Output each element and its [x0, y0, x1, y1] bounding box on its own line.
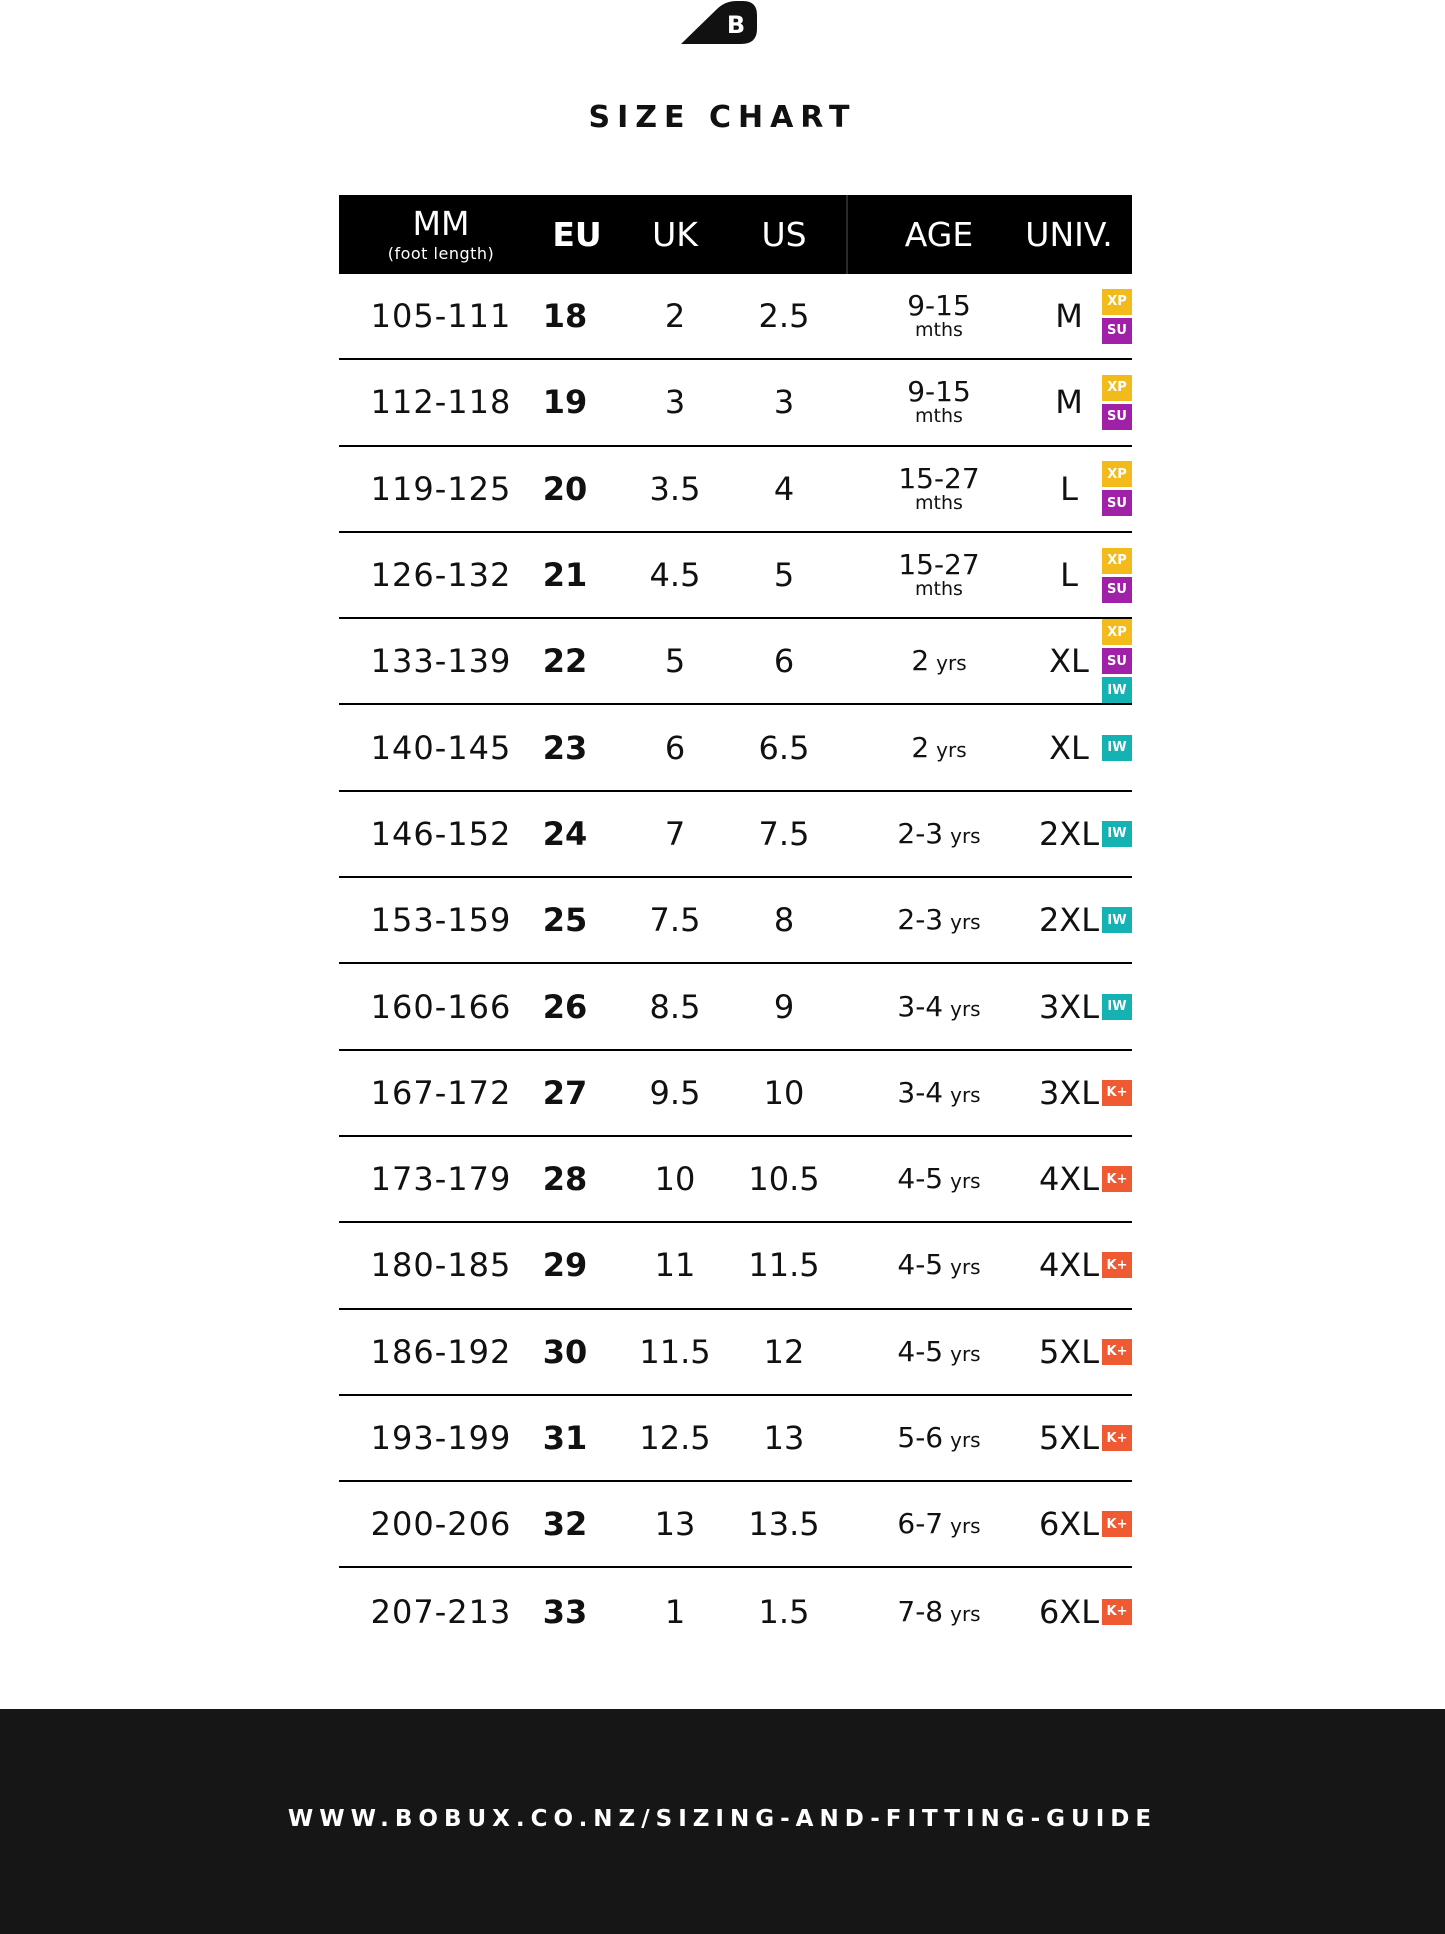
- range-badges: [1102, 447, 1132, 531]
- uk-cell: 13: [654, 1505, 696, 1544]
- badge-xp: XP: [1102, 289, 1132, 315]
- header-us: US: [761, 215, 807, 254]
- range-badges: [1102, 1223, 1132, 1307]
- badge-kp: K+: [1102, 1511, 1132, 1537]
- us-cell: 7.5: [758, 814, 810, 853]
- eu-cell: 19: [542, 383, 588, 422]
- age-value: 5-6: [897, 1421, 944, 1454]
- table-row: [339, 1396, 1132, 1482]
- us-cell: 10.5: [748, 1160, 820, 1199]
- age-value: 3-4: [897, 989, 944, 1023]
- range-badges: [1102, 705, 1132, 789]
- eu-cell: 24: [542, 814, 588, 853]
- age-cell: [854, 533, 1024, 617]
- badge-iw: IW: [1102, 994, 1132, 1020]
- univ-cell: 5XL: [1038, 1332, 1100, 1371]
- age-unit: mths: [915, 405, 963, 428]
- age-cell: [854, 1137, 1024, 1221]
- age-unit: mths: [915, 491, 963, 514]
- age-value: 4-5: [897, 1162, 944, 1196]
- table-row: [339, 447, 1132, 533]
- univ-cell: M: [1055, 383, 1083, 422]
- eu-cell: 25: [542, 901, 588, 940]
- header-mm-label: MM: [412, 204, 470, 243]
- uk-cell: 12.5: [639, 1419, 711, 1457]
- age-cell: [854, 1568, 1024, 1654]
- age-value: 4-5: [897, 1334, 944, 1368]
- eu-cell: 27: [542, 1073, 588, 1112]
- age-value: 2-3: [897, 816, 944, 850]
- badge-su: SU: [1102, 490, 1132, 516]
- us-cell: 4: [773, 469, 795, 508]
- eu-cell: 29: [542, 1246, 588, 1285]
- eu-cell: 28: [542, 1160, 588, 1199]
- header-uk: UK: [652, 215, 698, 254]
- us-cell: 3: [773, 383, 795, 422]
- mm-cell: 133-139: [370, 642, 512, 681]
- table-row: [339, 360, 1132, 446]
- age-value: 4-5: [897, 1248, 944, 1282]
- age-value: 9-15: [907, 289, 971, 323]
- age-unit: yrs: [950, 1082, 981, 1107]
- univ-cell: 6XL: [1038, 1505, 1100, 1544]
- range-badges: [1102, 1482, 1132, 1566]
- eu-cell: 26: [542, 987, 588, 1026]
- us-cell: 6: [773, 642, 795, 681]
- age-value: 7-8: [897, 1594, 944, 1628]
- range-badges: [1102, 878, 1132, 962]
- badge-xp: XP: [1102, 619, 1132, 645]
- age-value: 15-27: [898, 548, 980, 582]
- mm-cell: 200-206: [370, 1505, 512, 1544]
- age-value: 6-7: [897, 1507, 944, 1541]
- age-value: 2-3: [897, 903, 944, 937]
- table-row: [339, 792, 1132, 878]
- age-value: 2: [911, 730, 930, 764]
- range-badges: [1102, 1051, 1132, 1135]
- age-unit: yrs: [936, 737, 967, 762]
- age-cell: [854, 705, 1024, 789]
- mm-cell: 140-145: [370, 728, 512, 767]
- age-cell: [854, 447, 1024, 531]
- table-row: [339, 1568, 1132, 1654]
- uk-cell: 4.5: [649, 556, 701, 595]
- badge-kp: K+: [1102, 1166, 1132, 1192]
- uk-cell: 2: [664, 297, 686, 336]
- uk-cell: 3.5: [649, 469, 701, 508]
- badge-kp: K+: [1102, 1425, 1132, 1451]
- badge-su: SU: [1102, 318, 1132, 344]
- age-unit: yrs: [950, 1601, 981, 1626]
- age-value: 15-27: [898, 461, 980, 495]
- eu-cell: 18: [542, 297, 588, 336]
- age-cell: [854, 274, 1024, 358]
- mm-cell: 173-179: [370, 1160, 512, 1199]
- us-cell: 10: [763, 1073, 805, 1112]
- badge-su: SU: [1102, 577, 1132, 603]
- eu-cell: 23: [542, 728, 588, 767]
- range-badges: [1102, 360, 1132, 444]
- range-badges: [1102, 533, 1132, 617]
- age-cell: [854, 1482, 1024, 1566]
- mm-cell: 180-185: [370, 1246, 512, 1285]
- uk-cell: 9.5: [649, 1073, 701, 1112]
- table-row: [339, 878, 1132, 964]
- age-cell: [854, 792, 1024, 876]
- table-row: [339, 619, 1132, 705]
- us-cell: 6.5: [758, 728, 810, 767]
- badge-iw: IW: [1102, 821, 1132, 847]
- table-row: [339, 1223, 1132, 1309]
- badge-iw: IW: [1102, 735, 1132, 761]
- age-unit: yrs: [950, 1514, 981, 1539]
- range-badges: [1102, 792, 1132, 876]
- age-cell: [854, 1396, 1024, 1480]
- mm-cell: 112-118: [370, 383, 512, 422]
- range-badges: [1102, 619, 1132, 703]
- us-cell: 9: [773, 987, 795, 1026]
- eu-cell: 21: [542, 556, 588, 595]
- footer-url[interactable]: WWW.BOBUX.CO.NZ/SIZING-AND-FITTING-GUIDE: [287, 1805, 1158, 1832]
- badge-kp: K+: [1102, 1339, 1132, 1365]
- badge-xp: XP: [1102, 461, 1132, 487]
- table-row: [339, 1137, 1132, 1223]
- badge-kp: K+: [1102, 1599, 1132, 1625]
- table-row: [339, 533, 1132, 619]
- page-title: SIZE CHART: [588, 100, 857, 135]
- size-table: [339, 195, 1132, 1655]
- age-cell: [854, 1223, 1024, 1307]
- table-row: [339, 705, 1132, 791]
- badge-iw: IW: [1102, 907, 1132, 933]
- eu-cell: 31: [542, 1419, 588, 1457]
- age-unit: mths: [915, 319, 963, 342]
- mm-cell: 193-199: [370, 1419, 512, 1457]
- range-badges: [1102, 1396, 1132, 1480]
- univ-cell: M: [1055, 297, 1083, 336]
- table-row: [339, 1310, 1132, 1396]
- eu-cell: 30: [542, 1332, 588, 1371]
- table-row: [339, 964, 1132, 1050]
- us-cell: 1.5: [758, 1592, 810, 1631]
- us-cell: 13: [763, 1419, 805, 1457]
- table-row: [339, 1051, 1132, 1137]
- univ-cell: 5XL: [1038, 1419, 1100, 1457]
- univ-cell: XL: [1049, 728, 1089, 767]
- badge-xp: XP: [1102, 375, 1132, 401]
- header-mm: [339, 195, 543, 274]
- uk-cell: 11: [654, 1246, 696, 1285]
- univ-cell: 4XL: [1038, 1160, 1100, 1199]
- age-unit: mths: [915, 578, 963, 601]
- mm-cell: 146-152: [370, 814, 512, 853]
- univ-cell: 6XL: [1038, 1592, 1100, 1631]
- badge-kp: K+: [1102, 1080, 1132, 1106]
- uk-cell: 8.5: [649, 987, 701, 1026]
- age-cell: [854, 878, 1024, 962]
- header-divider: [846, 195, 848, 274]
- header-age: AGE: [904, 215, 974, 254]
- eu-cell: 20: [542, 469, 588, 508]
- us-cell: 13.5: [748, 1505, 820, 1544]
- univ-cell: 2XL: [1038, 814, 1100, 853]
- uk-cell: 7.5: [649, 901, 701, 940]
- badge-su: SU: [1102, 648, 1132, 674]
- range-badges: [1102, 964, 1132, 1048]
- mm-cell: 186-192: [370, 1332, 512, 1371]
- eu-cell: 33: [542, 1592, 588, 1631]
- univ-cell: 4XL: [1038, 1246, 1100, 1285]
- uk-cell: 5: [664, 642, 686, 681]
- age-unit: yrs: [950, 1341, 981, 1366]
- mm-cell: 160-166: [370, 987, 512, 1026]
- badge-su: SU: [1102, 404, 1132, 430]
- mm-cell: 105-111: [370, 297, 512, 336]
- univ-cell: XL: [1049, 642, 1089, 681]
- univ-cell: L: [1060, 469, 1078, 508]
- header-mm-sublabel: (foot length): [387, 244, 495, 263]
- mm-cell: 167-172: [370, 1073, 512, 1112]
- age-unit: yrs: [950, 910, 981, 935]
- footer: [0, 1709, 1445, 1934]
- age-cell: [854, 360, 1024, 444]
- table-body: [339, 274, 1132, 1655]
- uk-cell: 11.5: [639, 1332, 711, 1371]
- age-unit: yrs: [950, 1255, 981, 1280]
- badge-kp: K+: [1102, 1252, 1132, 1278]
- age-cell: [854, 964, 1024, 1048]
- us-cell: 5: [773, 556, 795, 595]
- logo-letter: B: [726, 11, 746, 39]
- eu-cell: 32: [542, 1505, 588, 1544]
- header-univ: UNIV.: [1025, 215, 1113, 254]
- badge-iw: IW: [1102, 677, 1132, 703]
- bobux-logo-icon: [681, 1, 757, 45]
- mm-cell: 126-132: [370, 556, 512, 595]
- univ-cell: 2XL: [1038, 901, 1100, 940]
- univ-cell: 3XL: [1038, 987, 1100, 1026]
- mm-cell: 207-213: [370, 1592, 512, 1631]
- age-unit: yrs: [936, 651, 967, 676]
- age-unit: yrs: [950, 1428, 981, 1452]
- eu-cell: 22: [542, 642, 588, 681]
- uk-cell: 10: [654, 1160, 696, 1199]
- mm-cell: 153-159: [370, 901, 512, 940]
- mm-cell: 119-125: [370, 469, 512, 508]
- uk-cell: 6: [664, 728, 686, 767]
- age-unit: yrs: [950, 996, 981, 1021]
- age-cell: [854, 1310, 1024, 1394]
- age-unit: yrs: [950, 823, 981, 848]
- age-cell: [854, 619, 1024, 703]
- table-header: [339, 195, 1132, 274]
- header-eu: EU: [552, 215, 602, 254]
- table-row: [339, 274, 1132, 360]
- uk-cell: 7: [664, 814, 686, 853]
- us-cell: 12: [763, 1332, 805, 1371]
- uk-cell: 3: [664, 383, 686, 422]
- univ-cell: 3XL: [1038, 1073, 1100, 1112]
- age-value: 9-15: [907, 375, 971, 409]
- badge-xp: XP: [1102, 548, 1132, 574]
- range-badges: [1102, 274, 1132, 358]
- us-cell: 11.5: [748, 1246, 820, 1285]
- range-badges: [1102, 1568, 1132, 1654]
- table-row: [339, 1482, 1132, 1568]
- univ-cell: L: [1060, 556, 1078, 595]
- uk-cell: 1: [664, 1592, 686, 1631]
- range-badges: [1102, 1137, 1132, 1221]
- age-cell: [854, 1051, 1024, 1135]
- age-value: 2: [911, 644, 930, 678]
- us-cell: 8: [773, 901, 795, 940]
- range-badges: [1102, 1310, 1132, 1394]
- age-unit: yrs: [950, 1169, 981, 1194]
- us-cell: 2.5: [758, 297, 810, 336]
- age-value: 3-4: [897, 1075, 944, 1109]
